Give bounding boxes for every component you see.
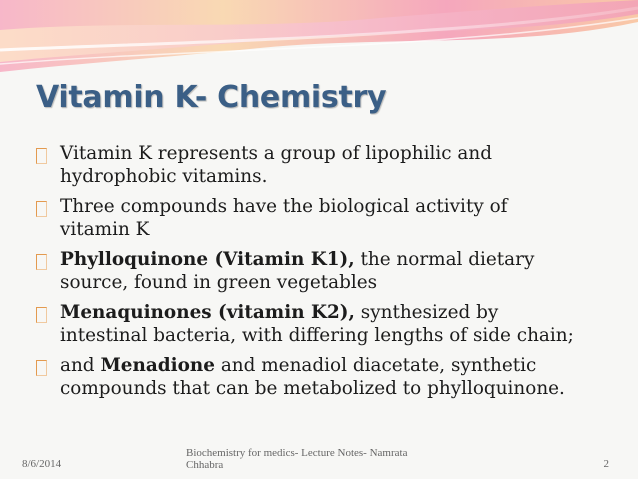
footer-credit [186, 447, 426, 471]
bold-term: Menaquinones (vitamin K2), [60, 302, 355, 323]
bullet-text: intestinal bacteria, with differing lengths of side chain; [60, 325, 574, 346]
bullet-text: vitamin K [60, 219, 150, 240]
bullet-item [36, 142, 616, 188]
bullet-line [60, 218, 616, 241]
footer-date: 8/6/2014 [22, 458, 62, 470]
bullet-line [60, 165, 616, 188]
bullet-marker-icon [36, 307, 47, 323]
bullet-line [60, 324, 616, 347]
bullet-marker-icon [36, 201, 47, 217]
bullet-line [60, 377, 616, 400]
bullet-text: source, found in green vegetables [60, 272, 378, 293]
bullet-item [36, 195, 616, 241]
bullet-line [60, 271, 616, 294]
footer-credit-line: Chhabra [186, 459, 224, 471]
bullet-text: compounds that can be metabolized to phylloquinone. [60, 378, 565, 399]
slide-title: Vitamin K- Chemistry [36, 80, 387, 115]
bold-term: Menadione [100, 355, 215, 376]
bullet-line [60, 301, 616, 324]
bullet-text: hydrophobic vitamins. [60, 166, 268, 187]
footer-credit-line: Biochemistry for medics- Lecture Notes- Namrata [186, 447, 408, 459]
bullet-text: and [60, 355, 101, 376]
bullet-text: Three compounds have the biological activity of [60, 196, 508, 217]
bullet-item [36, 248, 616, 294]
bullet-text: and menadiol diacetate, synthetic [214, 355, 537, 376]
bullet-text: the normal dietary [354, 249, 535, 270]
bullet-list [36, 142, 616, 407]
bullet-item [36, 354, 616, 400]
decorative-banner [0, 0, 638, 80]
bullet-marker-icon [36, 360, 47, 376]
bullet-marker-icon [36, 148, 47, 164]
bullet-line [60, 142, 616, 165]
bullet-line [60, 248, 616, 271]
bullet-item [36, 301, 616, 347]
bold-term: Phylloquinone (Vitamin K1), [60, 249, 355, 270]
bullet-text: Vitamin K represents a group of lipophilic and [60, 143, 492, 164]
page-number: 2 [603, 458, 609, 470]
bullet-marker-icon [36, 254, 47, 270]
bullet-line [60, 195, 616, 218]
bullet-text: synthesized by [354, 302, 499, 323]
bullet-line [60, 354, 616, 377]
